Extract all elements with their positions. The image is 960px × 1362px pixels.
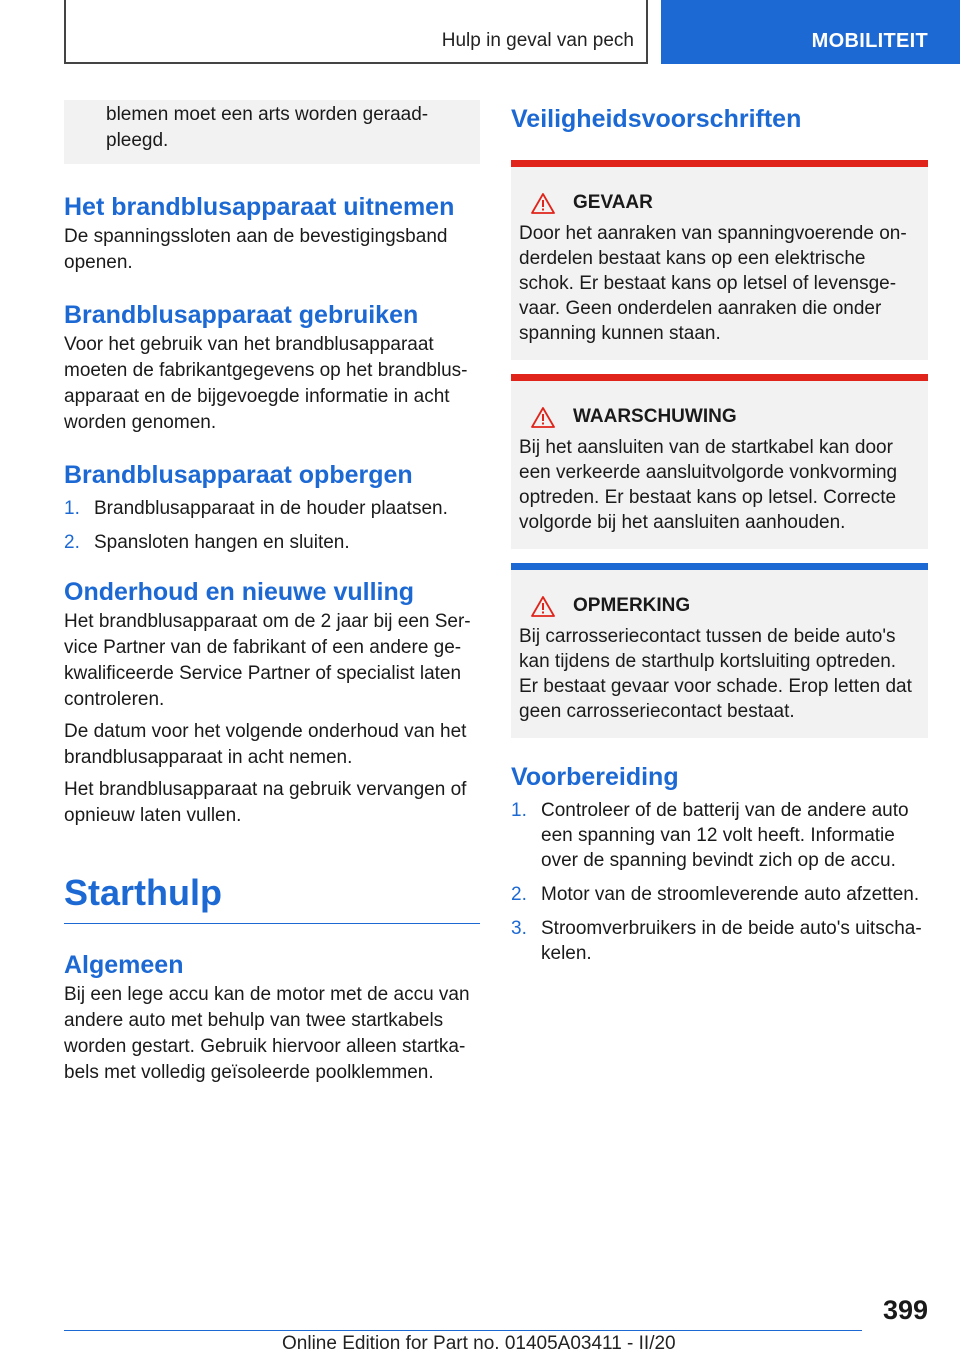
continued-note-text: blemen moet een arts worden geraad-pleegd.	[106, 104, 429, 151]
warning-triangle-icon	[531, 407, 555, 428]
warning-bar	[511, 374, 928, 381]
heading-veiligheid: Veiligheidsvoorschriften	[511, 105, 802, 133]
warning-triangle-icon	[531, 193, 555, 214]
text-algemeen: Bij een lege accu kan de motor met de accu van andere auto met behulp van twee startkabels worden gestart. Gebruik hiervoor alleen startka-bels met volledig geïsoleerde poolklemmen.	[64, 984, 470, 1083]
warning-triangle-icon	[531, 596, 555, 617]
voorbereiding-steps	[511, 798, 928, 966]
header-chapter-title: MOBILITEIT	[811, 30, 928, 52]
step-text: Motor van de stroomleverende auto afzetten.	[541, 884, 920, 905]
step-text: Spansloten hangen en sluiten.	[94, 532, 350, 553]
warning-waarschuwing	[511, 374, 928, 549]
warning-title	[519, 191, 920, 215]
text-onderhoud-3: Het brandblusapparaat na gebruik vervangen of opnieuw laten vullen.	[64, 779, 467, 826]
list-item	[64, 530, 480, 555]
step-number: 2.	[511, 884, 527, 905]
text-onderhoud-1: Het brandblusapparaat om de 2 jaar bij een Ser-vice Partner van de fabrikant of een andere ge-kwalificeerde Service Partner of specialist laten controleren.	[64, 611, 471, 710]
step-text: Brandblusapparaat in de houder plaatsen.	[94, 498, 448, 519]
note-title	[519, 594, 920, 618]
note-text: Bij carrosseriecontact tussen de beide auto's kan tijdens de starthulp kortsluiting optreden. Er bestaat gevaar voor schade. Erop letten dat geen carrosseriecontact bestaat.	[519, 626, 912, 722]
opbergen-steps	[64, 496, 480, 555]
list-item	[511, 798, 928, 873]
header-section-title: Hulp in geval van pech	[441, 30, 634, 51]
warning-text: Door het aanraken van spanningvoerende on-derdelen bestaat kans op een elektrische schok. Er bestaat kans op letsel of levensge-vaar. Geen onderdelen aanraken die onder spanning kunnen staan.	[519, 223, 907, 344]
heading-gebruiken: Brandblusapparaat gebruiken	[64, 301, 419, 329]
header-section-box	[64, 0, 648, 64]
list-item	[64, 496, 480, 521]
right-column	[511, 100, 928, 966]
warning-label: WAARSCHUWING	[573, 406, 737, 427]
footer-edition: Online Edition for Part no. 01405A03411 - II/20	[282, 1333, 676, 1354]
step-number: 3.	[511, 918, 527, 939]
warning-bar	[511, 160, 928, 167]
starthulp-divider	[64, 923, 480, 924]
text-onderhoud-2: De datum voor het volgende onderhoud van het brandblusapparaat in acht nemen.	[64, 721, 467, 768]
header-chapter-tab	[661, 0, 960, 64]
step-number: 2.	[64, 532, 80, 553]
step-number: 1.	[511, 800, 527, 821]
warning-text: Bij het aansluiten van de startkabel kan door een verkeerde aansluitvolgorde vonkvorming optreden. Er bestaat kans op letsel. Correcte volgorde bij het aansluiten aanhouden.	[519, 437, 898, 533]
warning-opmerking	[511, 563, 928, 738]
list-item	[511, 916, 928, 966]
heading-onderhoud: Onderhoud en nieuwe vulling	[64, 578, 415, 606]
footer-divider	[64, 1330, 862, 1331]
heading-voorbereiding: Voorbereiding	[511, 763, 679, 791]
heading-uitnemen: Het brandblusapparaat uitnemen	[64, 193, 455, 221]
heading-opbergen: Brandblusapparaat opbergen	[64, 461, 413, 489]
warning-title	[519, 405, 920, 429]
text-gebruiken: Voor het gebruik van het brandblusapparaat moeten de fabrikantgegevens op het brandblus-apparaat en de bijgevoegde informatie in acht worden genomen.	[64, 334, 468, 433]
step-text: Controleer of de batterij van de andere auto een spanning van 12 volt heeft. Informatie over de spanning bevindt zich op de accu.	[541, 800, 909, 871]
page-number: 399	[882, 1295, 928, 1325]
list-item	[511, 882, 928, 907]
note-bar	[511, 563, 928, 570]
note-label: OPMERKING	[573, 595, 691, 616]
heading-starthulp: Starthulp	[64, 872, 222, 913]
warning-box	[511, 381, 928, 549]
note-box	[511, 570, 928, 738]
heading-algemeen: Algemeen	[64, 951, 184, 979]
warning-label: GEVAAR	[573, 192, 653, 213]
step-number: 1.	[64, 498, 80, 519]
warning-gevaar	[511, 160, 928, 360]
continued-note-box	[64, 100, 480, 164]
text-uitnemen: De spanningssloten aan de bevestigingsband openen.	[64, 226, 448, 273]
left-column	[64, 100, 480, 1086]
step-text: Stroomverbruikers in de beide auto's uitscha-kelen.	[541, 918, 922, 964]
warning-box	[511, 167, 928, 360]
